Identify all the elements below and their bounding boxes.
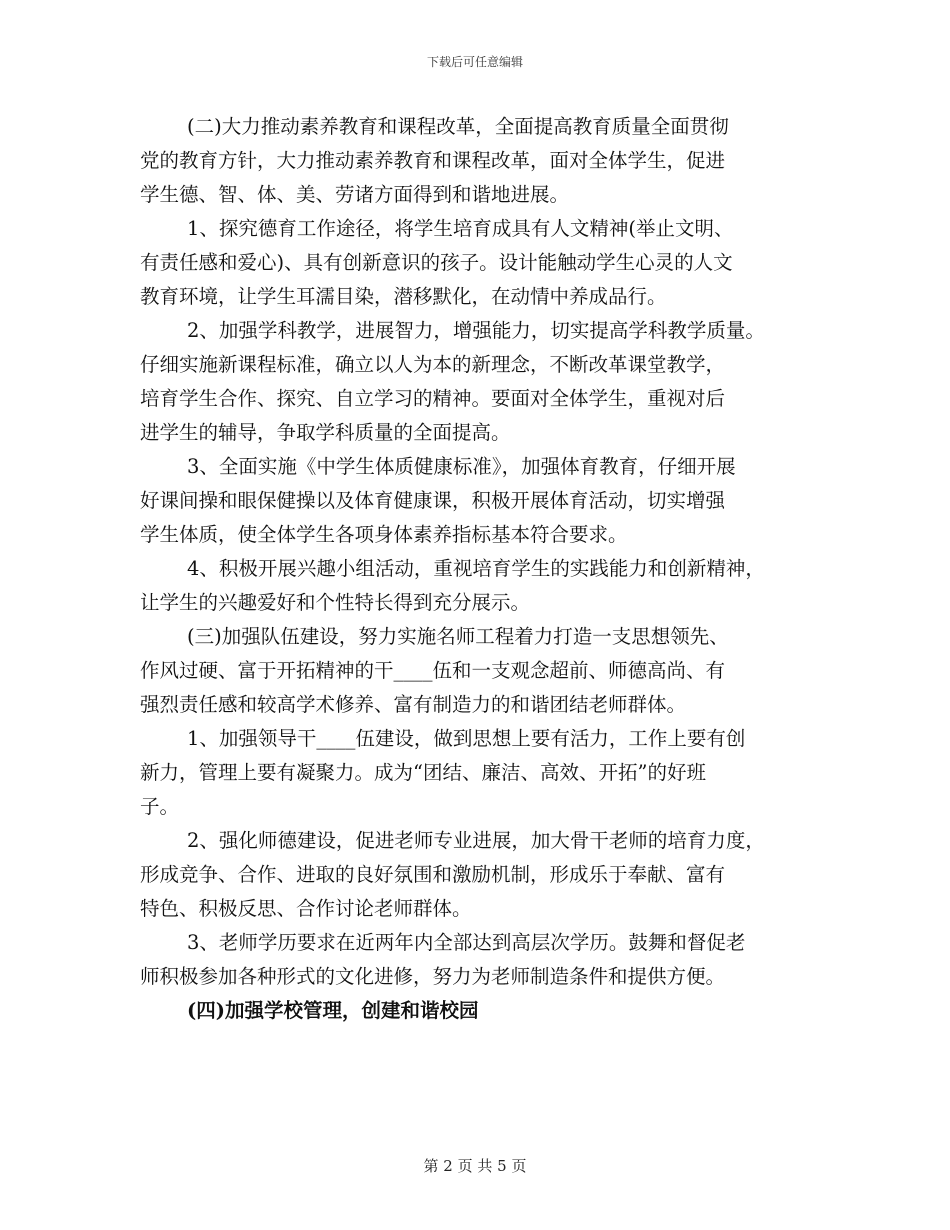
paragraph-p2-1 <box>140 212 830 314</box>
text-line: 作风过硬、富于开拓精神的干____伍和一支观念超前、师德高尚、有 <box>140 659 726 682</box>
text-line: 2、强化师德建设，促进老师专业进展，加大骨干老师的培育力度， <box>187 829 765 852</box>
paragraph-p2 <box>140 110 830 212</box>
text-line: 仔细实施新课程标准，确立以人为本的新理念，不断改革课堂教学， <box>140 353 726 376</box>
paragraph-p3 <box>140 620 830 722</box>
text-line: 形成竞争、合作、进取的良好氛围和激励机制，形成乐于奉献、富有 <box>140 863 726 886</box>
text-line: 让学生的兴趣爱好和个性特长得到充分展示。 <box>140 591 531 614</box>
paragraph-p4 <box>140 994 830 1028</box>
document-body <box>140 110 830 1028</box>
text-line: 3、全面实施《中学生体质健康标准》，加强体育教育，仔细开展 <box>187 455 736 478</box>
text-line: (三)加强队伍建设，努力实施名师工程着力打造一支思想领先、 <box>187 625 729 648</box>
text-line: (四)加强学校管理，创建和谐校园 <box>187 999 479 1022</box>
text-line: 2、加强学科教学，进展智力，增强能力，切实提高学科教学质量。 <box>187 319 765 342</box>
text-line: 1、探究德育工作途径，将学生培育成具有人文精神(举止文明、 <box>187 217 734 240</box>
paragraph-p3-3 <box>140 926 830 994</box>
text-line: 3、老师学历要求在近两年内全部达到高层次学历。鼓舞和督促老 <box>187 931 746 954</box>
paragraph-p3-1 <box>140 722 830 824</box>
text-line: 新力，管理上要有凝聚力。成为“团结、廉洁、高效、开拓”的好班 <box>140 761 706 784</box>
text-line: 学生德、智、体、美、劳诸方面得到和谐地进展。 <box>140 183 570 206</box>
page-number-footer: 第 2 页 共 5 页 <box>423 1157 527 1175</box>
text-line: 教育环境，让学生耳濡目染，潜移默化，在动情中养成品行。 <box>140 285 667 308</box>
text-line: 特色、积极反思、合作讨论老师群体。 <box>140 897 472 920</box>
text-line: 强烈责任感和较高学术修养、富有制造力的和谐团结老师群体。 <box>140 693 687 716</box>
paragraph-p3-2 <box>140 824 830 926</box>
text-line: 师积极参加各种形式的文化进修，努力为老师制造条件和提供方便。 <box>140 965 726 988</box>
text-line: 好课间操和眼保健操以及体育健康课，积极开展体育活动，切实增强 <box>140 489 726 512</box>
text-line: 有责任感和爱心)、具有创新意识的孩子。设计能触动学生心灵的人文 <box>140 251 733 274</box>
paragraph-p2-4 <box>140 552 830 620</box>
text-line: 进学生的辅导，争取学科质量的全面提高。 <box>140 421 511 444</box>
text-line: 1、加强领导干____伍建设，做到思想上要有活力，工作上要有创 <box>187 727 746 750</box>
paragraph-p2-2 <box>140 314 830 450</box>
text-line: 党的教育方针，大力推动素养教育和课程改革，面对全体学生，促进 <box>140 149 726 172</box>
text-line: 学生体质，使全体学生各项身体素养指标基本符合要求。 <box>140 523 628 546</box>
text-line: 子。 <box>140 795 180 818</box>
paragraph-p2-3 <box>140 450 830 552</box>
text-line: (二)大力推动素养教育和课程改革，全面提高教育质量全面贯彻 <box>187 115 729 138</box>
text-line: 4、积极开展兴趣小组活动，重视培育学生的实践能力和创新精神， <box>187 557 765 580</box>
text-line: 培育学生合作、探究、自立学习的精神。要面对全体学生，重视对后 <box>140 387 726 410</box>
page-header-note: 下载后可任意编辑 <box>426 55 523 69</box>
